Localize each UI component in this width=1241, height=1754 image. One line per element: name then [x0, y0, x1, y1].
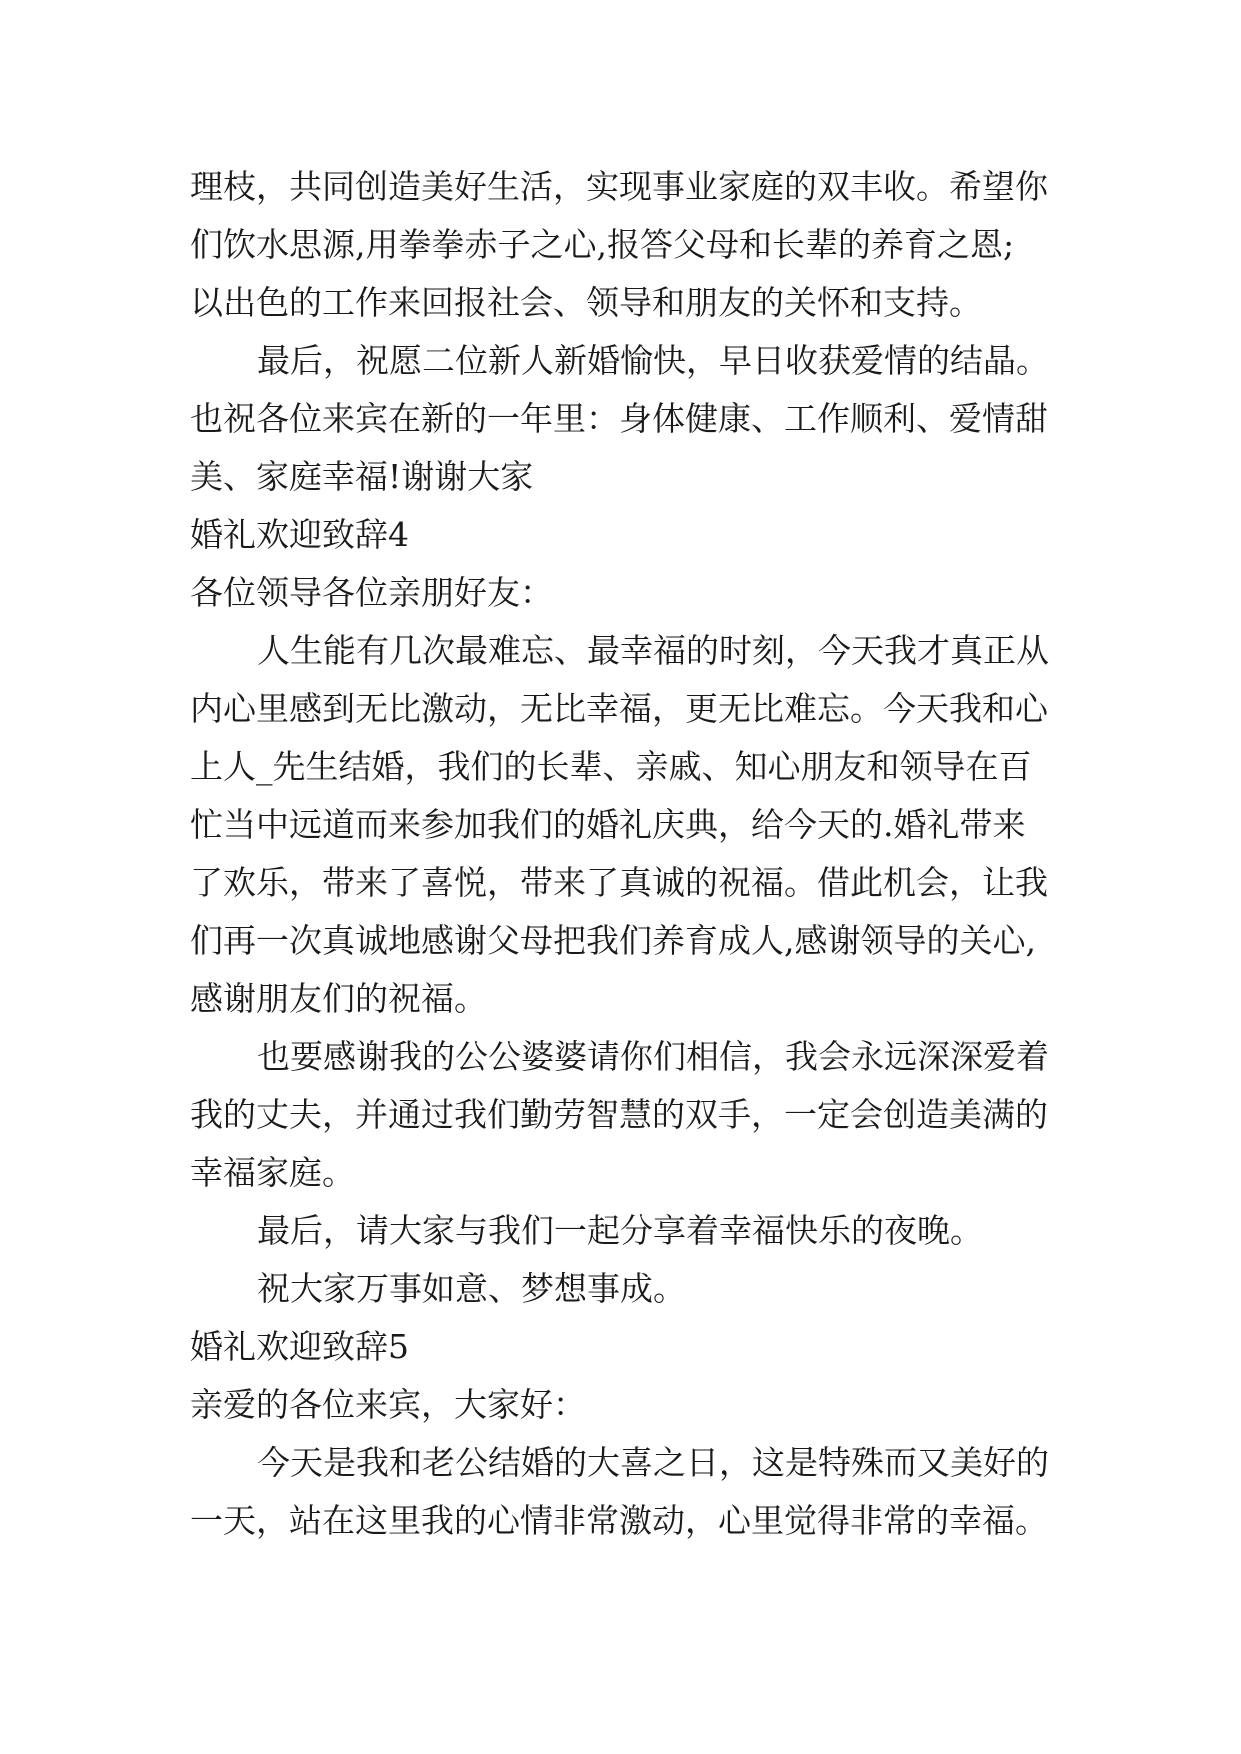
salutation: 亲爱的各位来宾，大家好：: [190, 1385, 586, 1424]
text-line: 我的丈夫，并通过我们勤劳智慧的双手，一定会创造美满的: [190, 1095, 1048, 1134]
text-line: 忙当中远道而来参加我们的婚礼庆典，给今天的.婚礼带来: [190, 805, 1026, 844]
paragraph-start: 今天是我和老公结婚的大喜之日，这是特殊而又美好的: [257, 1443, 1049, 1482]
text-line: 们饮水思源,用拳拳赤子之心,报答父母和长辈的养育之恩;: [190, 225, 1015, 264]
paragraph-start: 祝大家万事如意、梦想事成。: [257, 1269, 686, 1308]
text-line: 感谢朋友们的祝福。: [190, 979, 487, 1018]
paragraph-start: 最后，祝愿二位新人新婚愉快，早日收获爱情的结晶。: [257, 341, 1049, 380]
text-line: 也祝各位来宾在新的一年里：身体健康、工作顺利、爱情甜: [190, 399, 1048, 438]
text-line: 了欢乐，带来了喜悦，带来了真诚的祝福。借此机会，让我: [190, 863, 1048, 902]
text-line: 理枝，共同创造美好生活，实现事业家庭的双丰收。希望你: [190, 167, 1048, 206]
text-line: 一天，站在这里我的心情非常激动，心里觉得非常的幸福。: [190, 1501, 1048, 1540]
text-line: 幸福家庭。: [190, 1153, 355, 1192]
paragraph-start: 最后，请大家与我们一起分享着幸福快乐的夜晚。: [257, 1211, 983, 1250]
paragraph-start: 也要感谢我的公公婆婆请你们相信，我会永远深深爱着: [257, 1037, 1049, 1076]
text-line: 以出色的工作来回报社会、领导和朋友的关怀和支持。: [190, 283, 982, 322]
text-line: 上人_先生结婚，我们的长辈、亲戚、知心朋友和领导在百: [190, 747, 1032, 786]
paragraph-start: 人生能有几次最难忘、最幸福的时刻，今天我才真正从: [257, 631, 1049, 670]
section-heading: 婚礼欢迎致辞5: [190, 1327, 409, 1366]
text-line: 们再一次真诚地感谢父母把我们养育成人,感谢领导的关心,: [190, 921, 1036, 960]
text-line: 美、家庭幸福!谢谢大家: [190, 457, 534, 496]
salutation: 各位领导各位亲朋好友：: [190, 573, 553, 612]
section-heading: 婚礼欢迎致辞4: [190, 515, 409, 554]
text-line: 内心里感到无比激动，无比幸福，更无比难忘。今天我和心: [190, 689, 1048, 728]
